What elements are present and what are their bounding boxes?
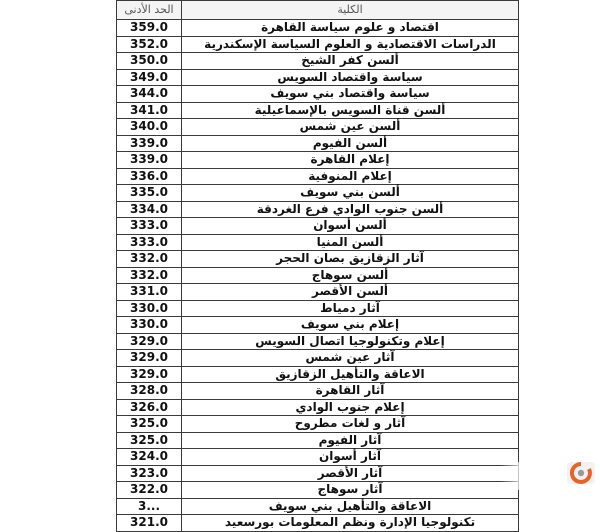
row-college-name: إعلام جنوب الوادي <box>182 399 519 416</box>
row-score: 350.0 <box>117 53 182 70</box>
row-score: 326.0 <box>117 399 182 416</box>
table-row <box>117 317 519 334</box>
row-score: 340.0 <box>117 119 182 136</box>
table-row <box>117 416 519 433</box>
row-score: 339.0 <box>117 152 182 169</box>
row-score: 322.0 <box>117 482 182 499</box>
row-score: 344.0 <box>117 86 182 103</box>
table-row <box>117 168 519 185</box>
table-row <box>117 399 519 416</box>
header-name: الكلية <box>182 1 519 20</box>
table-row <box>117 36 519 53</box>
table-row <box>117 234 519 251</box>
table-row <box>117 135 519 152</box>
table-row <box>117 300 519 317</box>
table-row <box>117 119 519 136</box>
row-score: 349.0 <box>117 69 182 86</box>
row-college-name: ألسن الفيوم <box>182 135 519 152</box>
row-college-name: الاعاقة والتأهيل بني سويف <box>182 498 519 515</box>
table-row <box>117 86 519 103</box>
site-logo-icon <box>566 460 596 486</box>
row-college-name: آثار الفيوم <box>182 432 519 449</box>
row-score: 323.0 <box>117 465 182 482</box>
table-row <box>117 482 519 499</box>
table-row <box>117 185 519 202</box>
row-college-name: إعلام بني سويف <box>182 317 519 334</box>
row-score: 321.0 <box>117 515 182 532</box>
table-row <box>117 284 519 301</box>
row-score: 333.0 <box>117 234 182 251</box>
row-score: 332.0 <box>117 267 182 284</box>
table-row <box>117 515 519 532</box>
row-college-name: الاعاقة والتأهيل الزقازيق <box>182 366 519 383</box>
row-score: 329.0 <box>117 350 182 367</box>
row-college-name: الدراسات الاقتصادية و العلوم السياسة الإسكندرية <box>182 36 519 53</box>
row-college-name: آثار عين شمس <box>182 350 519 367</box>
row-college-name: إعلام المنوفية <box>182 168 519 185</box>
row-score: 335.0 <box>117 185 182 202</box>
row-score: 329.0 <box>117 366 182 383</box>
row-college-name: آثار الأقصر <box>182 465 519 482</box>
row-score: 359.0 <box>117 20 182 37</box>
row-college-name: آثار و لغات مطروح <box>182 416 519 433</box>
row-score: 341.0 <box>117 102 182 119</box>
row-college-name: ألسن كفر الشيخ <box>182 53 519 70</box>
row-college-name: سياسة واقتصاد السويس <box>182 69 519 86</box>
table-row <box>117 102 519 119</box>
row-score: 331.0 <box>117 284 182 301</box>
row-score: 332.0 <box>117 251 182 268</box>
table-row <box>117 20 519 37</box>
row-score: 328.0 <box>117 383 182 400</box>
table-row <box>117 333 519 350</box>
table-row <box>117 432 519 449</box>
row-score: 333.0 <box>117 218 182 235</box>
table-row <box>117 366 519 383</box>
row-college-name: إعلام وتكنولوجيا اتصال السويس <box>182 333 519 350</box>
table-row <box>117 350 519 367</box>
table-row <box>117 69 519 86</box>
row-college-name: سياسة واقتصاد بني سويف <box>182 86 519 103</box>
table-row <box>117 53 519 70</box>
row-college-name: آثار دمياط <box>182 300 519 317</box>
row-college-name: ألسن المنيا <box>182 234 519 251</box>
table-row <box>117 465 519 482</box>
table-row <box>117 201 519 218</box>
row-score: 352.0 <box>117 36 182 53</box>
row-score: 339.0 <box>117 135 182 152</box>
table-row <box>117 449 519 466</box>
row-college-name: ألسن قناة السويس بالإسماعيلية <box>182 102 519 119</box>
row-score: 3... <box>117 498 182 515</box>
table-row <box>117 251 519 268</box>
row-score: 334.0 <box>117 201 182 218</box>
row-college-name: ألسن سوهاج <box>182 267 519 284</box>
row-college-name: ألسن عين شمس <box>182 119 519 136</box>
row-score: 324.0 <box>117 449 182 466</box>
header-score: الحد الأدنى <box>117 1 182 20</box>
row-score: 329.0 <box>117 333 182 350</box>
table-row <box>117 267 519 284</box>
row-score: 336.0 <box>117 168 182 185</box>
row-college-name: ألسن أسوان <box>182 218 519 235</box>
row-college-name: آثار سوهاج <box>182 482 519 499</box>
row-college-name: آثار الزقازيق بصان الحجر <box>182 251 519 268</box>
row-college-name: اقتصاد و علوم سياسة القاهرة <box>182 20 519 37</box>
row-score: 330.0 <box>117 317 182 334</box>
watermark-fade <box>500 462 560 490</box>
row-score: 330.0 <box>117 300 182 317</box>
table-row <box>117 218 519 235</box>
row-score: 325.0 <box>117 416 182 433</box>
row-college-name: ألسن جنوب الوادي فرع الغردقة <box>182 201 519 218</box>
table-header-row <box>117 1 519 20</box>
table-row <box>117 152 519 169</box>
row-college-name: آثار القاهرة <box>182 383 519 400</box>
table-row <box>117 383 519 400</box>
row-college-name: ألسن الأقصر <box>182 284 519 301</box>
row-college-name: آثار أسوان <box>182 449 519 466</box>
row-college-name: ألسن بني سويف <box>182 185 519 202</box>
row-score: 325.0 <box>117 432 182 449</box>
table-body <box>117 20 519 532</box>
table-row <box>117 498 519 515</box>
row-college-name: تكنولوجيا الإدارة ونظم المعلومات بورسعيد <box>182 515 519 532</box>
row-college-name: إعلام القاهرة <box>182 152 519 169</box>
admission-scores-table <box>116 0 519 532</box>
